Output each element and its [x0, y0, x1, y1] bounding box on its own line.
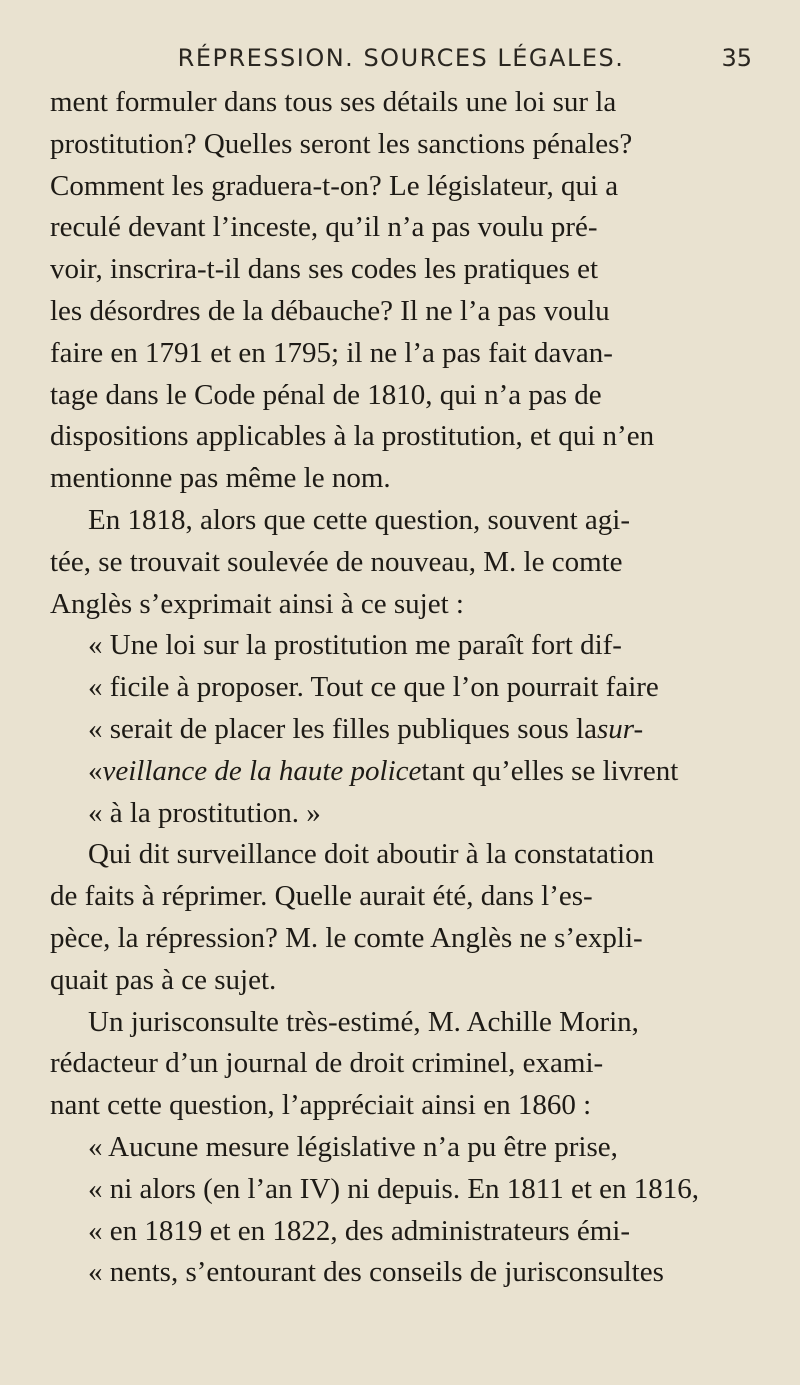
text-line: de faits à réprimer. Quelle aurait été, dans l’es- [50, 880, 593, 913]
text-line: reculé devant l’inceste, qu’il n’a pas voulu pré- [50, 211, 598, 244]
running-head [50, 0, 752, 72]
text-line: rédacteur d’un journal de droit criminel, exami- [50, 1047, 604, 1080]
text-line: En 1818, alors que cette question, souvent agi- [88, 503, 631, 536]
quote-line: « Une loi sur la prostitution me paraît fort dif- [88, 629, 622, 662]
quote-line: « à la prostitution. » [88, 796, 321, 829]
text-line: ment formuler dans tous ses détails une loi sur la [50, 86, 617, 118]
text-line: Anglès s’exprimait ainsi à ce sujet : [50, 587, 464, 620]
text-line: voir, inscrira-t-il dans ses codes les pratiques et [50, 253, 599, 286]
text-line: faire en 1791 et en 1795; il ne l’a pas fait davan- [50, 336, 613, 369]
quote-line: « ni alors (en l’an IV) ni depuis. En 1811 et en 1816, [88, 1172, 700, 1205]
quote-line: « Aucune mesure législative n’a pu être prise, [88, 1130, 618, 1163]
text-line: quait pas à ce sujet. [50, 963, 277, 996]
page-number: 35 [721, 44, 752, 72]
quote-line: «veillance de la haute policetant qu’elles se livrent [50, 751, 752, 793]
italic-text: veillance de la haute police [102, 754, 422, 787]
text-line: tage dans le Code pénal de 1810, qui n’a pas de [50, 378, 602, 411]
text-line: Qui dit surveillance doit aboutir à la constatation [88, 838, 655, 871]
quote-line: « serait de placer les filles publiques sous lasur- [50, 709, 752, 751]
text-line: tée, se trouvait soulevée de nouveau, M. le comte [50, 545, 623, 578]
text-line: nant cette question, l’appréciait ainsi en 1860 : [50, 1089, 592, 1122]
text-line: Comment les graduera-t-on? Le législateur, qui a [50, 169, 619, 202]
italic-text: sur- [596, 712, 644, 745]
body-text [50, 82, 752, 1294]
quote-line: « nents, s’entourant des conseils de jurisconsultes [88, 1256, 664, 1289]
running-title: RÉPRESSION. SOURCES LÉGALES. [177, 44, 625, 72]
text-line: Un jurisconsulte très-estimé, M. Achille Morin, [88, 1005, 639, 1038]
text-line: prostitution? Quelles seront les sanctions pénales? [50, 127, 633, 160]
text-line: les désordres de la débauche? Il ne l’a pas voulu [50, 294, 610, 327]
quote-line: « ficile à proposer. Tout ce que l’on pourrait faire [88, 671, 659, 704]
text-line: mentionne pas même le nom. [50, 462, 391, 495]
quote-line: « en 1819 et en 1822, des administrateurs émi- [88, 1214, 631, 1247]
text-line: pèce, la répression? M. le comte Anglès ne s’expli- [50, 921, 643, 954]
text-line: dispositions applicables à la prostitution, et qui n’en [50, 420, 655, 453]
